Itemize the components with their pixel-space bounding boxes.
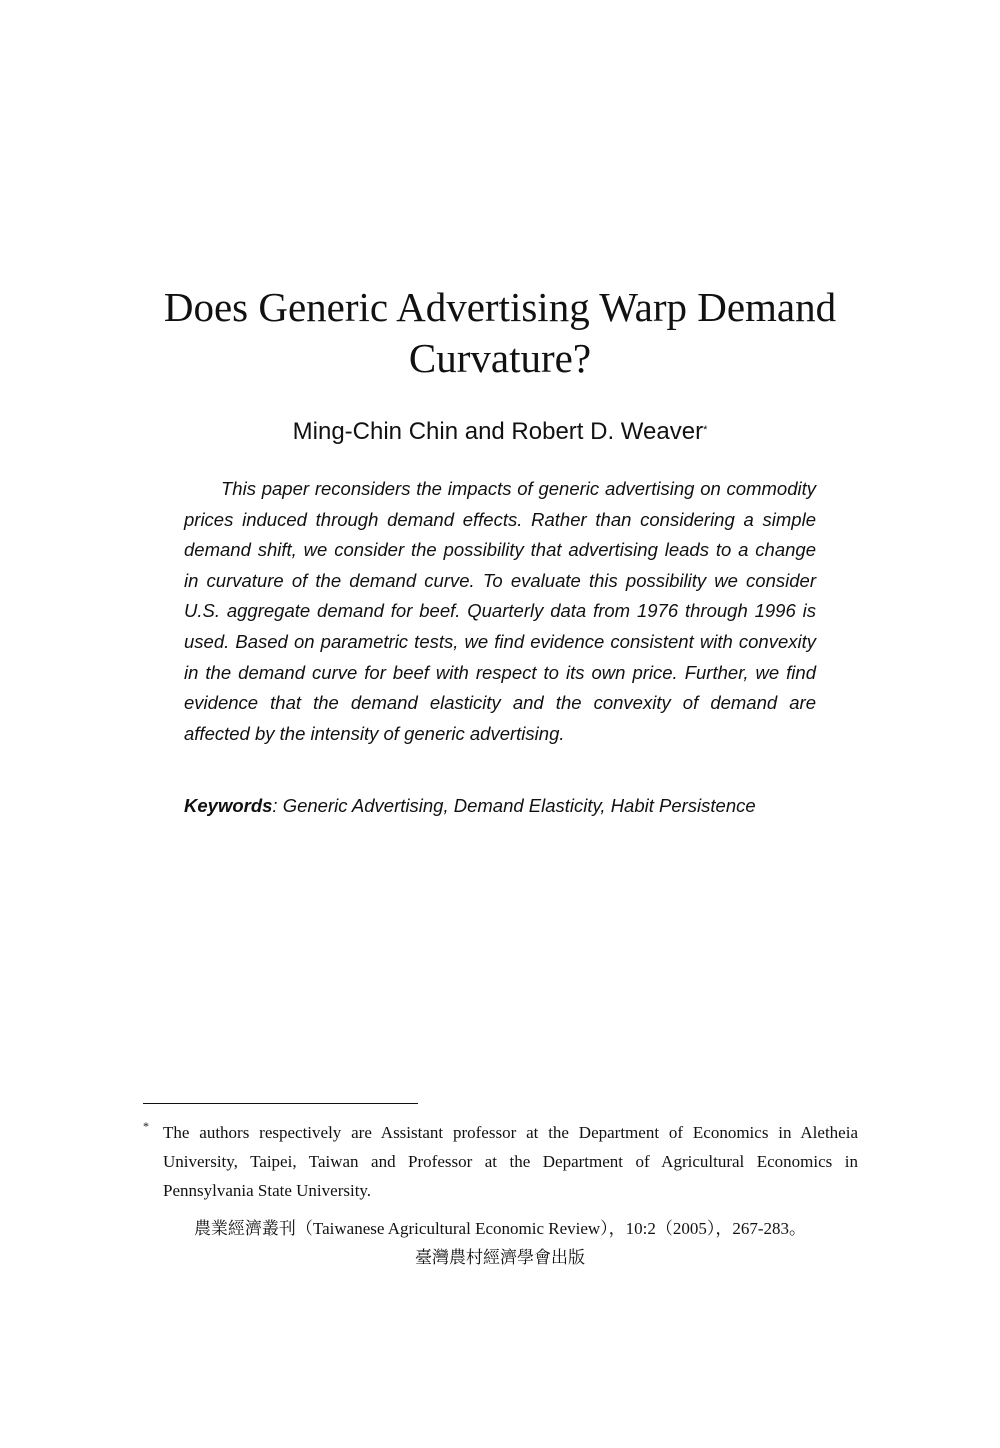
keywords-list: : Generic Advertising, Demand Elasticity, Habit Persistence [272,795,756,816]
footnote-divider [143,1103,418,1104]
author-footnote-mark: * [703,424,708,436]
journal-info [100,1214,900,1272]
journal-citation: 農業經濟叢刊（Taiwanese Agricultural Economic Review），10:2（2005），267-283。 [193,1219,807,1238]
author-line [150,416,850,448]
author-names: Ming-Chin Chin and Robert D. Weaver [292,418,704,445]
keywords-label: Keywords [184,795,273,816]
footnote [143,1118,858,1205]
footnote-text: The authors respectively are Assistant professor at the Department of Economics in Aletheia University, Taipei, Taiwan and Professor at the Department of Agricultural Economics in Pennsylvania State University. [163,1123,858,1200]
footnote-mark: * [143,1119,149,1133]
keywords [184,792,824,820]
journal-publisher: 臺灣農村經濟學會出版 [415,1248,585,1267]
abstract: This paper reconsiders the impacts of generic advertising on commodity prices induced through demand effects. Rather than considering a simple demand shift, we consider the possibility that advertising leads to a change in curvature of the demand curve. To evaluate this possibility we consider U.S. aggregate demand for beef. Quarterly data from 1976 through 1996 is used. Based on parametric tests, we find evidence consistent with convexity in the demand curve for beef with respect to its own price. Further, we find evidence that the demand elasticity and the convexity of demand are affected by the intensity of generic advertising. [184,478,816,744]
paper-title: Does Generic Advertising Warp Demand Curvature? [163,284,837,381]
